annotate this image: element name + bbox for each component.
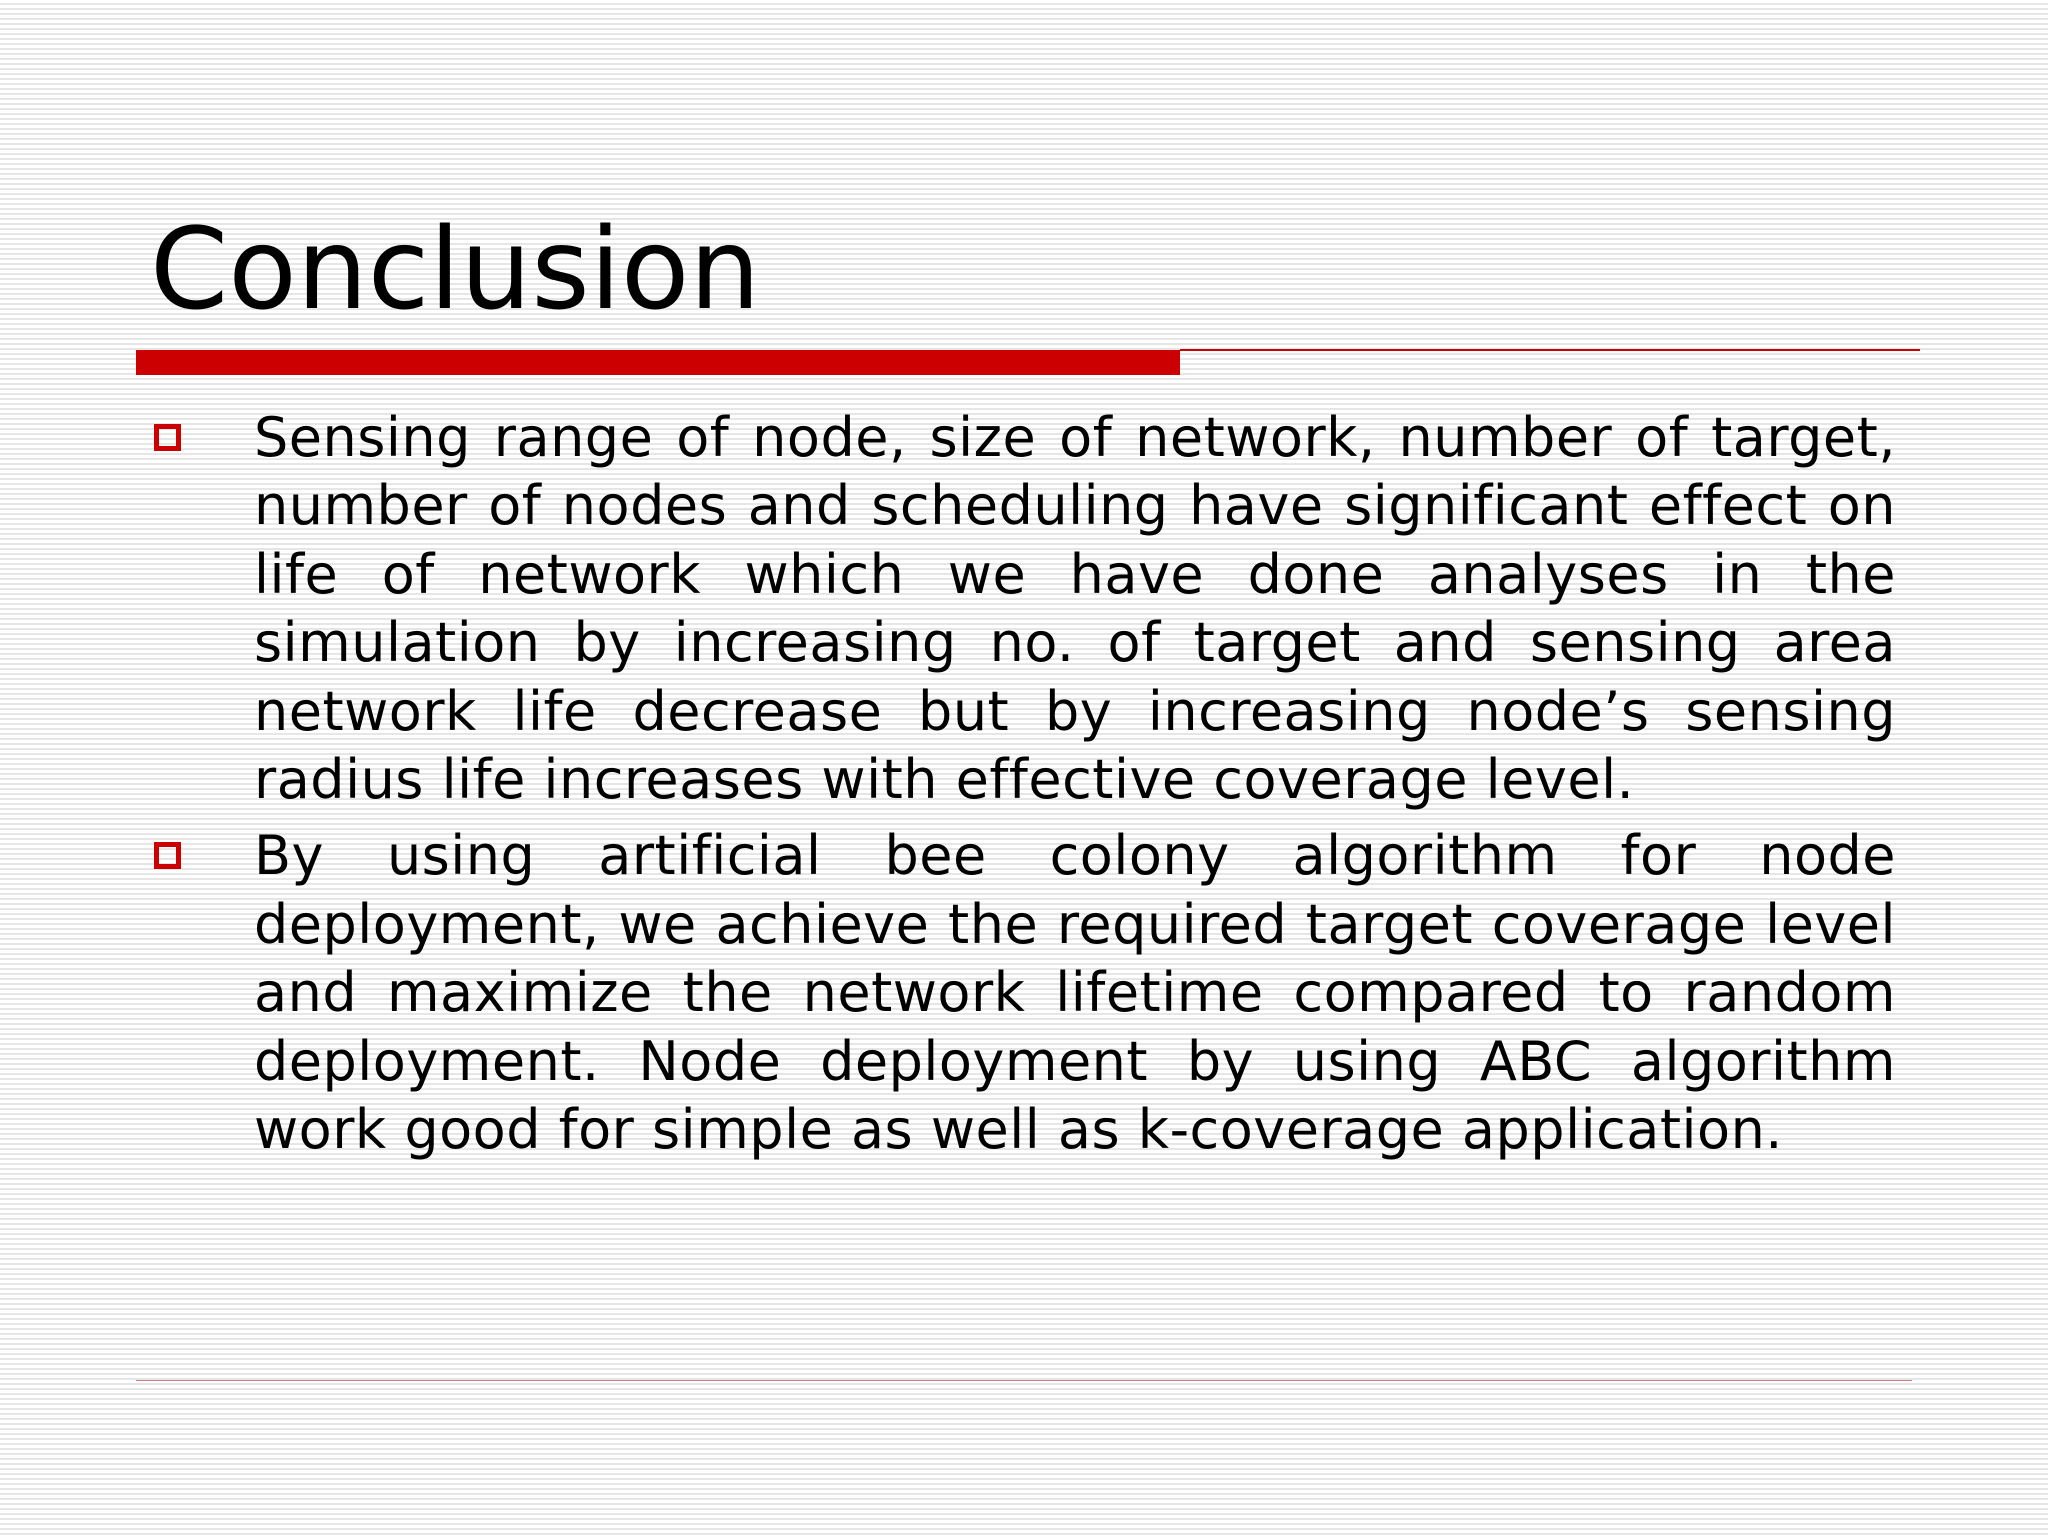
title-underline-thin (1180, 349, 1920, 351)
bullet-list (150, 404, 1896, 1172)
bullet-item (150, 404, 1896, 814)
title-underline-thick (136, 350, 1180, 375)
bullet-text: Sensing range of node, size of network, number of target, number of nodes and scheduling have significant effect on life of network which we have done analyses in the simulation by increasing no. of target and sensing area network life decrease but by increasing node’s sensing radius life increases with effective coverage level. (254, 406, 1896, 812)
hollow-square-bullet-icon (154, 424, 181, 451)
footer-divider (136, 1380, 1912, 1381)
bullet-text: By using artificial bee colony algorithm for node deployment, we achieve the required target coverage level and maximize the network lifetime compared to random deployment. Node deployment by using ABC algorithm work good for simple as well as k-coverage application. (254, 824, 1896, 1162)
slide-title: Conclusion (150, 205, 761, 335)
hollow-square-bullet-icon (154, 842, 181, 869)
bullet-item (150, 822, 1896, 1164)
